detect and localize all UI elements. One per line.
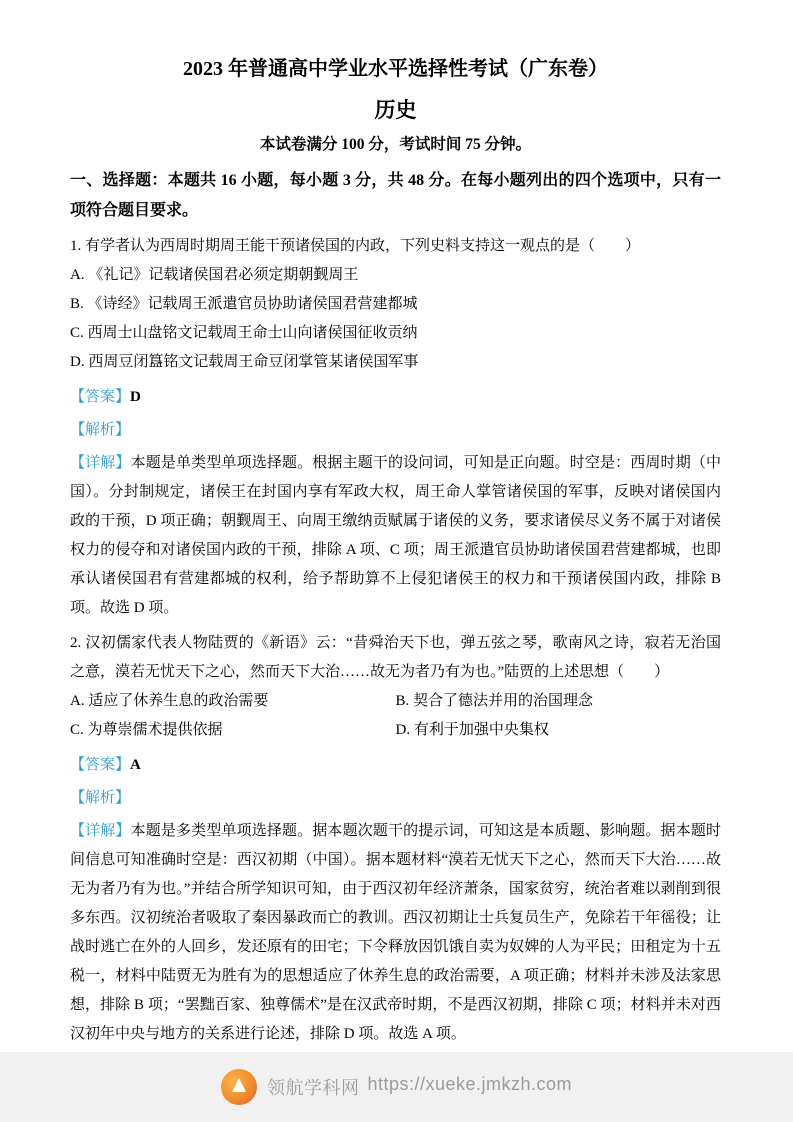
answer-label: 【答案】 xyxy=(70,389,131,406)
question-1-detail xyxy=(70,449,721,623)
question-2-option-d: D. 有利于加强中央集权 xyxy=(395,722,549,739)
exam-instructions: 本试卷满分 100 分，考试时间 75 分钟。 xyxy=(259,136,532,154)
question-1-options xyxy=(70,261,721,377)
question-2-answer-value: A xyxy=(130,757,141,774)
detail-label: 【详解】 xyxy=(70,823,131,840)
site-logo-icon xyxy=(221,1069,257,1105)
question-2-options xyxy=(70,687,721,745)
question-2-option-c: C. 为尊崇儒术提供依据 xyxy=(70,722,223,739)
page-footer xyxy=(0,1052,793,1122)
analysis-label: 【解析】 xyxy=(70,790,131,807)
question-1-answer-value: D xyxy=(130,389,141,406)
analysis-label: 【解析】 xyxy=(70,422,131,439)
question-1-stem: 1. 有学者认为西周时期周王能干预诸侯国的内政，下列史料支持这一观点的是（ ） xyxy=(70,238,641,255)
question-2-answer-line xyxy=(70,751,721,780)
exam-title: 2023 年普通高中学业水平选择性考试（广东卷） xyxy=(183,58,608,80)
question-1-option-c: C. 西周士山盘铭文记载周王命士山向诸侯国征收贡纳 xyxy=(70,325,418,342)
question-1-option-b: B. 《诗经》记载周王派遣官员协助诸侯国君营建都城 xyxy=(70,296,418,313)
footer-site-name: 领航学科网 xyxy=(266,1078,360,1098)
question-1-option-d: D. 西周豆闭簋铭文记载周王命豆闭掌管某诸侯国军事 xyxy=(70,354,419,371)
question-1-analysis-line xyxy=(70,416,721,445)
question-block-2 xyxy=(70,629,721,1049)
question-1-detail-text: 本题是单类型单项选择题。根据主题干的设问词，可知是正向题。时空是：西周时期（中国）。分封制规定，诸侯王在封国内享有军政大权，周王命人掌管诸侯国的军事，反映对诸侯国内政的干预，D 项正确；朝觐周王、向周王缴纳贡赋属于诸侯的义务，要求诸侯尽义务不属于对诸侯权力的侵夺和对诸侯国内政的干预，排除 A 项、C 项；周王派遣官员协助诸侯国君营建都城，也即承认诸侯国君有营建都城的权利，给予帮助算不上侵犯诸侯王的权力和干预诸侯国内政，排除 B 项。故选 D 项。 xyxy=(70,455,721,617)
question-2-option-b: B. 契合了德法并用的治国理念 xyxy=(395,693,594,710)
subject-title: 历史 xyxy=(374,98,417,122)
question-2-detail xyxy=(70,817,721,1049)
detail-label: 【详解】 xyxy=(70,455,131,472)
answer-label: 【答案】 xyxy=(70,757,131,774)
question-block-1 xyxy=(70,232,721,623)
question-2-detail-text: 本题是多类型单项选择题。据本题次题干的提示词，可知这是本质题、影响题。据本题时间信息可知准确时空是：西汉初期（中国）。据本题材料“漠若无忧天下之心，然而天下大治……故无为者乃有为也。”并结合所学知识可知，由于西汉初年经济萧条，国家贫穷，统治者难以剥削到很多东西。汉初统治者吸取了秦因暴政而亡的教训。西汉初期让士兵复员生产，免除若干年徭役；让战时逃亡在外的人回乡，发还原有的田宅；下令释放因饥饿自卖为奴婢的人为平民；田租定为十五税一，材料中陆贾无为胜有为的思想适应了休养生息的政治需要，A 项正确；材料并未涉及法家思想，排除 B 项；“罢黜百家、独尊儒术”是在汉武帝时期，不是西汉初期，排除 C 项；材料并未对西汉初年中央与地方的关系进行论述，排除 D 项。故选 A 项。 xyxy=(70,823,721,1043)
question-2-stem: 2. 汉初儒家代表人物陆贾的《新语》云：“昔舜治天下也，弹五弦之琴，歌南风之诗，寂若无治国之意，漠若无忧天下之心，然而天下大治……故无为者乃有为也。”陆贾的上述思想（ ） xyxy=(70,635,721,681)
question-1-answer-line xyxy=(70,383,721,412)
section-header: 一、选择题：本题共 16 小题，每小题 3 分，共 48 分。在每小题列出的四个选项中，只有一项符合题目要求。 xyxy=(70,172,721,220)
question-2-analysis-line xyxy=(70,784,721,813)
footer-site-text xyxy=(267,1074,572,1100)
question-1-option-a: A. 《礼记》记载诸侯国君必须定期朝觐周王 xyxy=(70,267,359,284)
footer-site-url: https://xueke.jmkzh.com xyxy=(367,1074,573,1094)
question-2-option-a: A. 适应了休养生息的政治需要 xyxy=(70,693,269,710)
